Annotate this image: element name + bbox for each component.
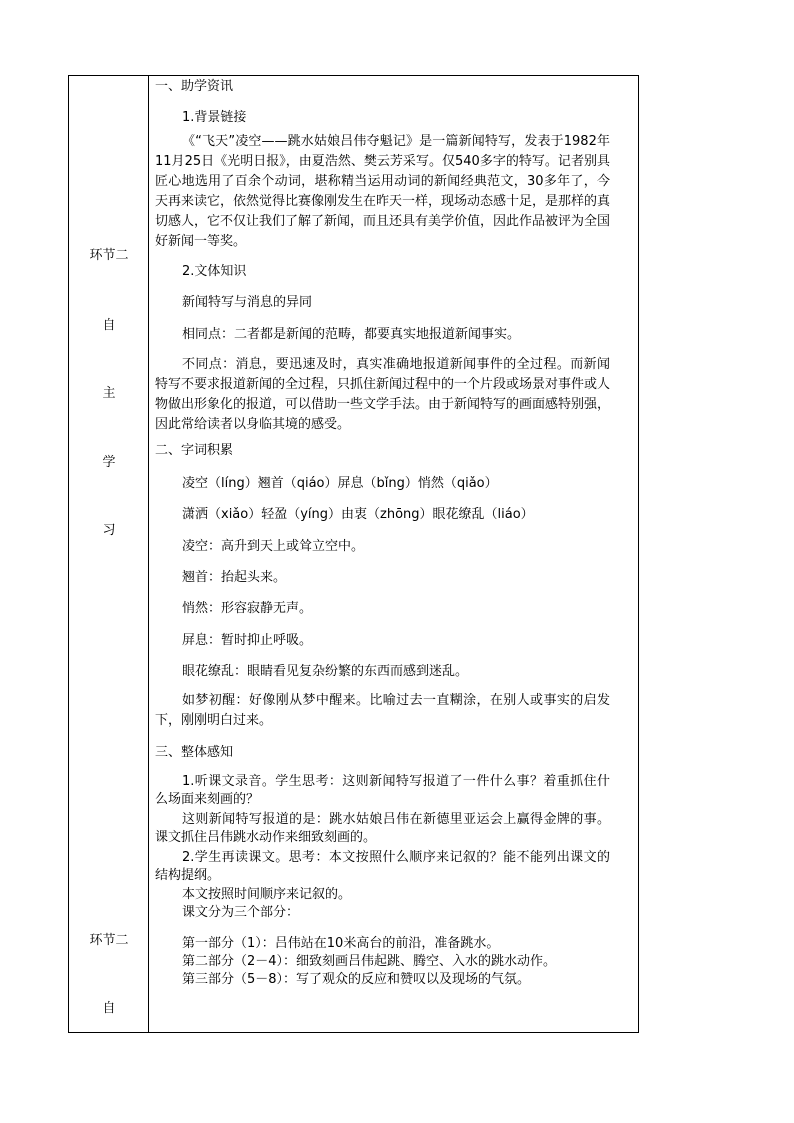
question-paragraph: 1.听课文录音。学生思考：这则新闻特写报道了一件什么事？着重抓住什么场面来刻画的？ <box>155 774 610 807</box>
definition-item: 凌空：高升到天上或耸立空中。 <box>182 539 365 554</box>
subheading: 2.文体知识 <box>182 264 247 279</box>
answer-paragraph: 这则新闻特写报道的是：跳水姑娘吕伟在新德里亚运会上赢得金牌的事。课文抓住吕伟跳水动作来细致刻画的。 <box>155 812 610 845</box>
outline-item: 第三部分（5－8）：写了观众的反应和赞叹以及现场的气氛。 <box>182 972 531 987</box>
similarity-text: 相同点：二者都是新闻的范畴，都要真实地报道新闻事实。 <box>182 327 521 342</box>
definition-item: 翘首：抬起头来。 <box>182 570 287 585</box>
outline-item: 第一部分（1）：吕伟站在10米高台的前沿，准备跳水。 <box>182 936 500 951</box>
stage-char: 学 <box>102 455 116 470</box>
section-heading: 二、字词积累 <box>155 443 234 458</box>
answer-line: 本文按照时间顺序来记叙的。 <box>182 887 352 902</box>
pinyin-line: 潇洒（xiǎo）轻盈（yíng）由衷（zhōng）眼花缭乱（liáo） <box>182 507 534 522</box>
outline-item: 第二部分（2－4）：细致刻画吕伟起跳、腾空、入水的跳水动作。 <box>182 954 557 969</box>
genre-title: 新闻特写与消息的异同 <box>182 295 313 310</box>
stage-label: 环节二 <box>89 248 129 263</box>
stage-label: 环节二 <box>89 933 129 948</box>
definition-item: 眼花缭乱：眼睛看见复杂纷繁的东西而感到迷乱。 <box>182 664 469 679</box>
definition-item: 悄然：形容寂静无声。 <box>182 601 313 616</box>
definition-item: 如梦初醒：好像刚从梦中醒来。比喻过去一直糊涂，在别人或事实的启发下，刚刚明白过来。 <box>155 693 610 728</box>
stage-char: 自 <box>102 1001 116 1016</box>
subheading: 1.背景链接 <box>182 110 247 125</box>
stage-char: 主 <box>102 386 116 401</box>
pinyin-line: 凌空（líng）翘首（qiáo）屏息（bǐng）悄然（qiǎo） <box>182 476 498 491</box>
question-paragraph: 2.学生再读课文。思考：本文按照什么顺序来记叙的？能不能列出课文的结构提纲。 <box>155 850 610 883</box>
stage-char: 自 <box>102 318 116 333</box>
difference-paragraph: 不同点：消息，要迅速及时，真实准确地报道新闻事件的全过程。而新闻特写不要求报道新闻的全过程，只抓住新闻过程中的一个片段或场景对事件或人物做出形象化的报道，可以借助一些文学手法。由于新闻特写的画面感特别强，因此常给读者以身临其境的感受。 <box>155 357 611 432</box>
answer-line: 课文分为三个部分： <box>182 905 300 920</box>
stage-column <box>69 76 149 1032</box>
background-paragraph: 《“飞天”凌空——跳水姑娘吕伟夺魁记》是一篇新闻特写，发表于1982年11月25日《光明日报》，由夏浩然、樊云芳采写。仅540多字的特写。记者别具匠心地选用了百余个动词，堪称精当运用动词的新闻经典范文，30多年了，今天再来读它，依然觉得比赛像刚发生在昨天一样，现场动态感十足，是那样的真切感人，它不仅让我们了解了新闻，而且还具有美学价值，因此作品被评为全国好新闻一等奖。 <box>155 134 611 249</box>
lesson-table <box>68 75 639 1033</box>
section-heading: 三、整体感知 <box>155 745 234 760</box>
definition-item: 屏息：暂时抑止呼吸。 <box>182 633 313 648</box>
stage-char: 习 <box>102 523 116 538</box>
section-heading: 一、助学资讯 <box>155 79 234 94</box>
